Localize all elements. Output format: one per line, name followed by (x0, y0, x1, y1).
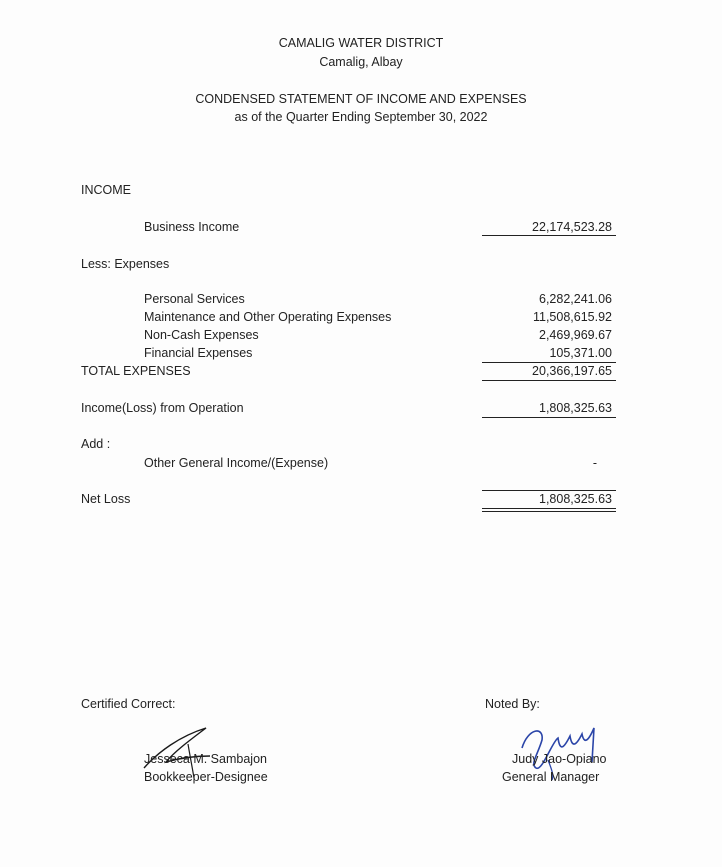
certified-name: Jesseca M. Sambajon (144, 752, 267, 766)
expense-value-personal-services: 6,282,241.06 (539, 292, 612, 306)
rule-business-income (482, 235, 616, 236)
expense-value-non-cash: 2,469,969.67 (539, 328, 612, 342)
rule-expenses-subtotal (482, 362, 616, 363)
noted-title: General Manager (502, 770, 600, 784)
rule-net-double-1 (482, 508, 616, 509)
income-heading: INCOME (81, 183, 131, 197)
expense-value-financial: 105,371.00 (549, 346, 612, 360)
noted-by-label: Noted By: (485, 697, 540, 711)
rule-total-expenses (482, 380, 616, 381)
org-location: Camalig, Albay (319, 55, 403, 69)
statement-title: CONDENSED STATEMENT OF INCOME AND EXPENSES (195, 92, 527, 106)
expense-label-personal-services: Personal Services (144, 292, 245, 306)
rule-operation (482, 417, 616, 418)
certified-title: Bookkeeper-Designee (144, 770, 268, 784)
operation-label: Income(Loss) from Operation (81, 401, 244, 415)
expense-label-financial: Financial Expenses (144, 346, 253, 360)
org-name: CAMALIG WATER DISTRICT (278, 36, 444, 50)
certified-correct-label: Certified Correct: (81, 697, 176, 711)
total-expenses-value: 20,366,197.65 (532, 364, 612, 378)
operation-value: 1,808,325.63 (539, 401, 612, 415)
total-expenses-label: TOTAL EXPENSES (81, 364, 191, 378)
expenses-heading: Less: Expenses (81, 257, 170, 271)
expense-label-mooe: Maintenance and Other Operating Expenses (144, 310, 392, 324)
other-income-value: - (592, 456, 597, 470)
noted-name: Judy Jao-Opiano (512, 752, 607, 766)
business-income-value: 22,174,523.28 (532, 220, 612, 234)
net-loss-label: Net Loss (81, 492, 131, 506)
other-income-label: Other General Income/(Expense) (144, 456, 329, 470)
expense-value-mooe: 11,508,615.92 (532, 310, 612, 324)
statement-period: as of the Quarter Ending September 30, 2022 (234, 110, 488, 124)
rule-net-top (482, 490, 616, 491)
rule-net-double-2 (482, 511, 616, 512)
net-loss-value: 1,808,325.63 (539, 492, 612, 506)
expense-label-non-cash: Non-Cash Expenses (144, 328, 259, 342)
business-income-label: Business Income (144, 220, 240, 234)
add-heading: Add : (81, 437, 111, 451)
